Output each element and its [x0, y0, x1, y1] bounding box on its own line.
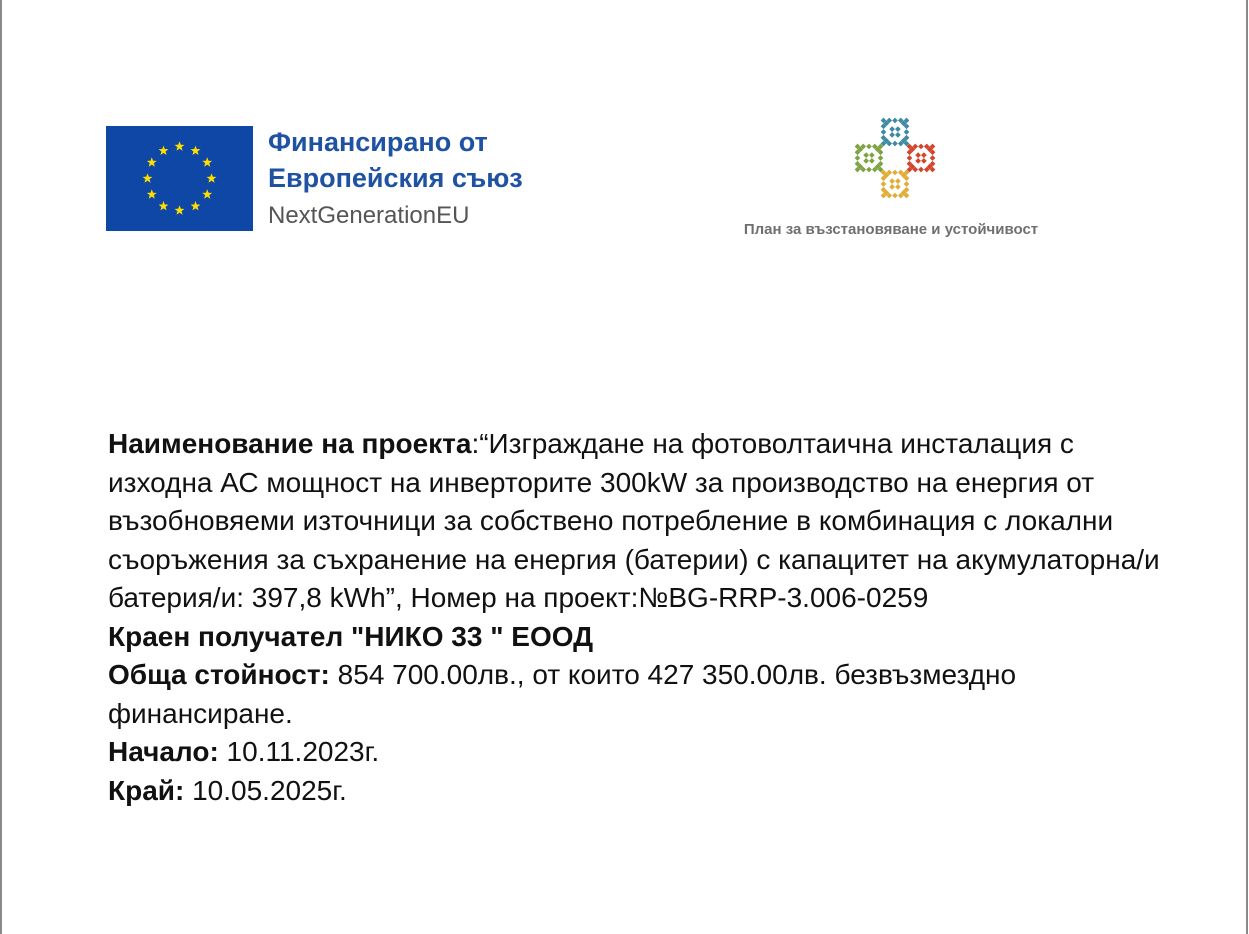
pattern-diamond-icon	[881, 170, 910, 199]
pattern-diamond-icon	[907, 144, 936, 173]
end-date-value: 10.05.2025г.	[184, 774, 347, 806]
eu-funding-logo	[106, 126, 576, 236]
eu-flag-icon	[106, 126, 253, 231]
recovery-plan-logo-icon	[840, 108, 950, 212]
end-date-paragraph	[108, 772, 1168, 811]
project-name-label: Наименование на проекта	[108, 428, 472, 459]
next-generation-eu-line: NextGenerationEU	[268, 202, 470, 229]
pattern-diamond-icon	[881, 118, 910, 147]
start-date-value: 10.11.2023г.	[218, 736, 380, 767]
project-info	[108, 425, 1168, 810]
project-name-paragraph	[108, 425, 1168, 618]
total-value-label: Обща стойност:	[108, 659, 330, 690]
pattern-diamond-icon	[855, 144, 884, 173]
end-date-label: Край:	[108, 774, 185, 806]
total-value-text: 854 700.00лв., от които 427 350.00лв. безвъзмездно финансиране.	[108, 659, 1017, 729]
eu-text	[268, 124, 523, 236]
final-recipient: Краен получател "НИКО 33 " ЕООД	[108, 620, 594, 652]
total-value-paragraph	[108, 656, 1168, 733]
page-border-right	[1246, 0, 1248, 934]
eu-funded-by-line: Финансирано от	[268, 127, 488, 157]
project-name-value: :“Изграждане на фотоволтаична инсталация с изходна АС мощност на инверторите 300kW за производство на енергия от възобновяеми източници за собствено потребление в комбинация с локални съоръжения за съхранение на енергия (батерии) с капацитет на акумулаторна/и батерия/и: 397,8 kWh”, Номер на проект:№BG-RRP-3.006-0259	[108, 428, 1160, 613]
start-date-label: Начало:	[108, 736, 219, 767]
page-border-left	[0, 0, 2, 934]
start-date-paragraph	[108, 733, 1168, 772]
eu-union-line: Европейския съюз	[268, 163, 523, 193]
recovery-plan-caption: План за възстановяване и устойчивост	[743, 221, 1039, 238]
